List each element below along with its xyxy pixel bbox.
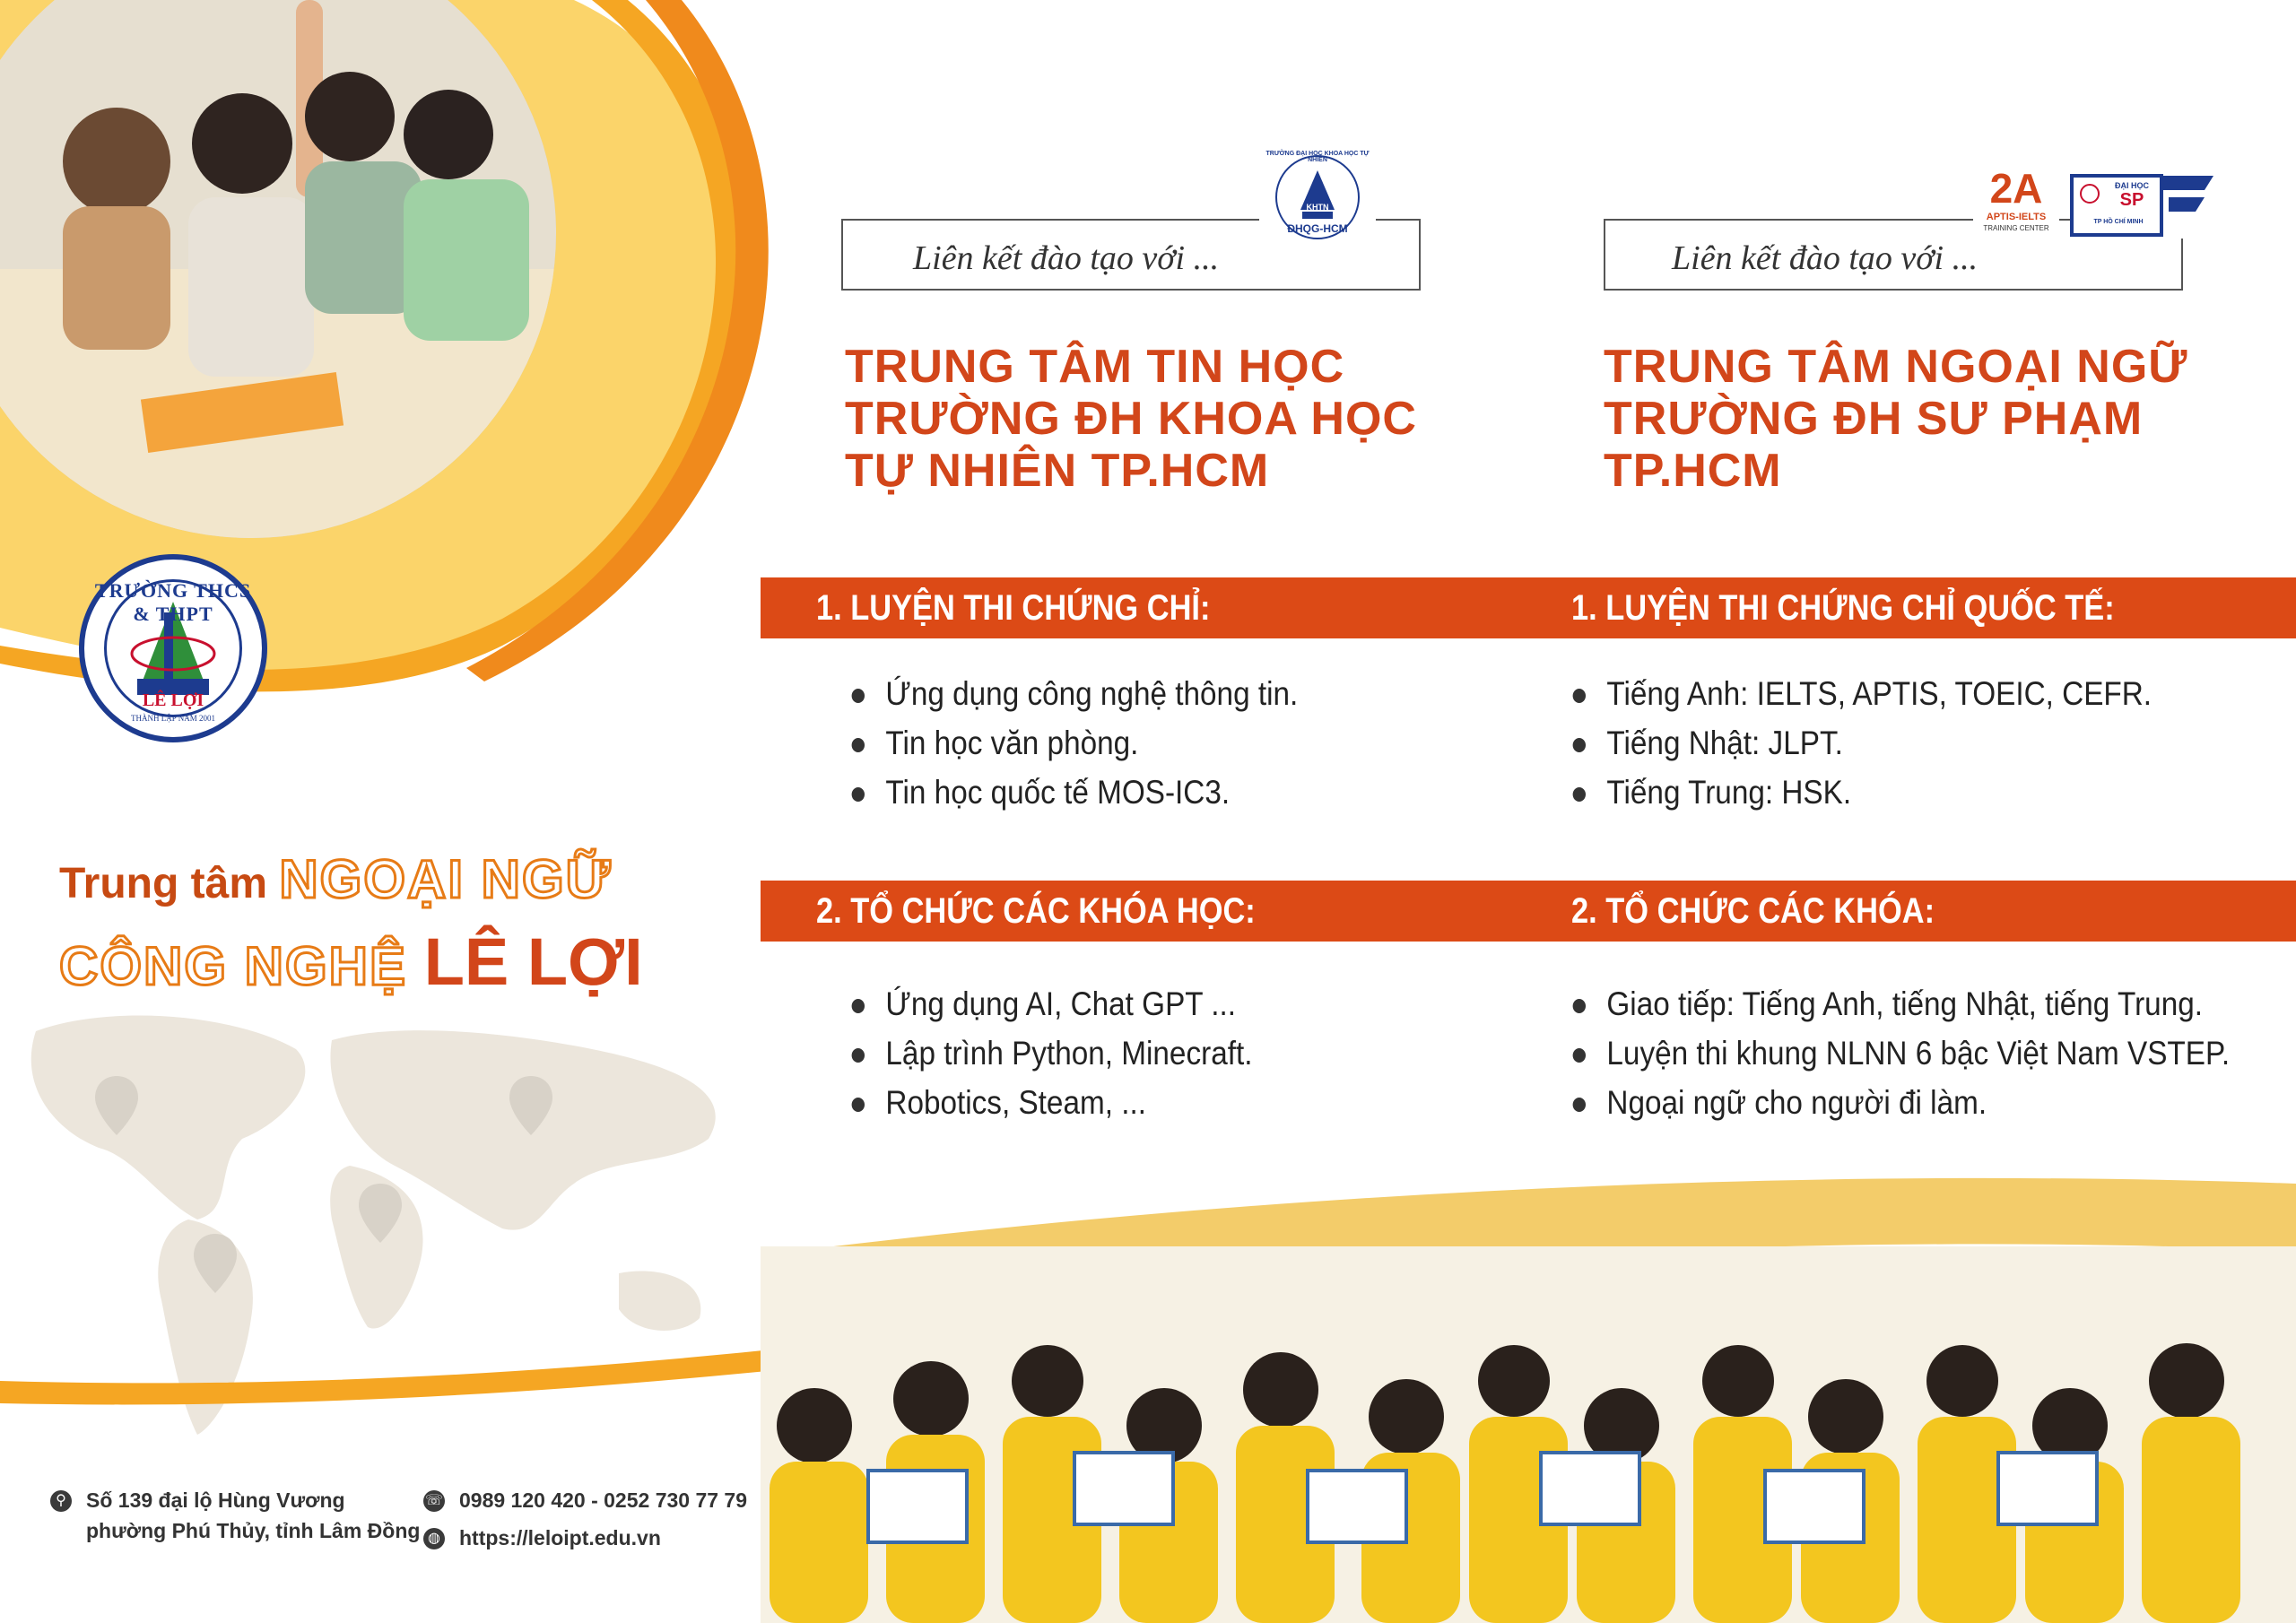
students-group-photo (761, 1246, 2296, 1623)
section-band-2 (761, 881, 2296, 942)
section-band-1 (761, 577, 2296, 638)
globe-icon: ◍ (423, 1528, 445, 1549)
school-logo-top-text: TRƯỜNG THCS & THPT (94, 579, 252, 625)
left-title-line: TRUNG TÂM TIN HỌC (845, 341, 1345, 393)
address (86, 1485, 420, 1546)
brand-line-2 (59, 924, 643, 1000)
khtn-logo-ring-text: TRƯỜNG ĐẠI HỌC KHOA HỌC TỰ NHIÊN (1265, 151, 1370, 163)
left-section1-heading: 1. LUYỆN THI CHỨNG CHỈ: (816, 588, 1211, 628)
location-pin-icon: ⚲ (50, 1490, 72, 1512)
left-title (845, 341, 1417, 497)
khtn-logo-center: KHTN (1306, 203, 1329, 212)
list-item: Ngoại ngữ cho người đi làm. (1570, 1078, 2230, 1127)
partner-label-left: Liên kết đào tạo với ... (913, 239, 1220, 277)
partner-label-right: Liên kết đào tạo với ... (1672, 239, 1979, 277)
right-title-line: TP.HCM (1604, 445, 1782, 497)
school-logo (79, 554, 267, 742)
students-group-photo-illustration (761, 1246, 2296, 1623)
right-section1-heading: 1. LUYỆN THI CHỨNG CHỈ QUỐC TẾ: (1571, 588, 2115, 628)
phone-icon: ☏ (423, 1490, 445, 1512)
left-section1-list (848, 669, 1348, 817)
address-line-1: Số 139 đại lộ Hùng Vương (86, 1488, 345, 1512)
list-item: Ứng dụng công nghệ thông tin. (848, 669, 1298, 718)
khtn-logo-bottom: ĐHQG-HCM (1287, 222, 1348, 235)
brand-prefix: Trung tâm (59, 860, 280, 907)
2a-logo-line2: TRAINING CENTER (1983, 224, 2049, 232)
2a-logo-mark: 2A (1989, 165, 2043, 212)
brand-outline-2: CÔNG NGHỆ (59, 936, 424, 996)
phone-number: 0989 120 420 - 0252 730 77 79 (459, 1488, 748, 1512)
right-section2-heading: 2. TỔ CHỨC CÁC KHÓA: (1571, 891, 1935, 931)
list-item: Ứng dụng AI, Chat GPT ... (848, 979, 1252, 1028)
brand-name: LÊ LỢI (423, 924, 643, 999)
sp-logo (2070, 172, 2213, 239)
school-logo-name: LÊ LỢI (142, 690, 204, 710)
left-title-line: TRƯỜNG ĐH KHOA HỌC (845, 393, 1417, 445)
website-link[interactable]: https://leloipt.edu.vn (459, 1526, 661, 1549)
list-item: Tin học văn phòng. (848, 718, 1298, 768)
right-title-line: TRUNG TÂM NGOẠI NGỮ (1604, 341, 2188, 393)
list-item: Tiếng Trung: HSK. (1570, 768, 2152, 817)
khtn-logo (1259, 151, 1376, 249)
right-title (1604, 341, 2187, 497)
sp-logo-top: ĐẠI HỌC (2115, 181, 2149, 190)
right-section1-list (1570, 669, 2216, 817)
left-section2-list (848, 979, 1298, 1127)
sp-logo-bottom: TP HỒ CHÍ MINH (2093, 219, 2144, 225)
brand-line-1 (59, 848, 612, 910)
list-item: Tiếng Anh: IELTS, APTIS, TOEIC, CEFR. (1570, 669, 2152, 718)
left-section2-heading: 2. TỔ CHỨC CÁC KHÓA HỌC: (816, 891, 1256, 931)
brand-outline-1: NGOẠI NGỮ (279, 849, 613, 909)
list-item: Lập trình Python, Minecraft. (848, 1028, 1252, 1078)
address-line-2: phường Phú Thủy, tỉnh Lâm Đồng (86, 1519, 421, 1542)
list-item: Tin học quốc tế MOS-IC3. (848, 768, 1298, 817)
school-logo-established: THÀNH LẬP NĂM 2001 (131, 714, 215, 723)
list-item: Luyện thi khung NLNN 6 bậc Việt Nam VSTEP. (1570, 1028, 2230, 1078)
sp-logo-mark: SP (2119, 190, 2144, 210)
left-title-line: TỰ NHIÊN TP.HCM (845, 445, 1270, 497)
list-item: Tiếng Nhật: JLPT. (1570, 718, 2152, 768)
list-item: Robotics, Steam, ... (848, 1078, 1252, 1127)
right-section2-list (1570, 979, 2296, 1127)
2a-logo-line1: APTIS-IELTS (1986, 212, 2047, 222)
2a-logo (1973, 167, 2059, 239)
list-item: Giao tiếp: Tiếng Anh, tiếng Nhật, tiếng Trung. (1570, 979, 2230, 1028)
right-title-line: TRƯỜNG ĐH SƯ PHẠM (1604, 393, 2144, 445)
